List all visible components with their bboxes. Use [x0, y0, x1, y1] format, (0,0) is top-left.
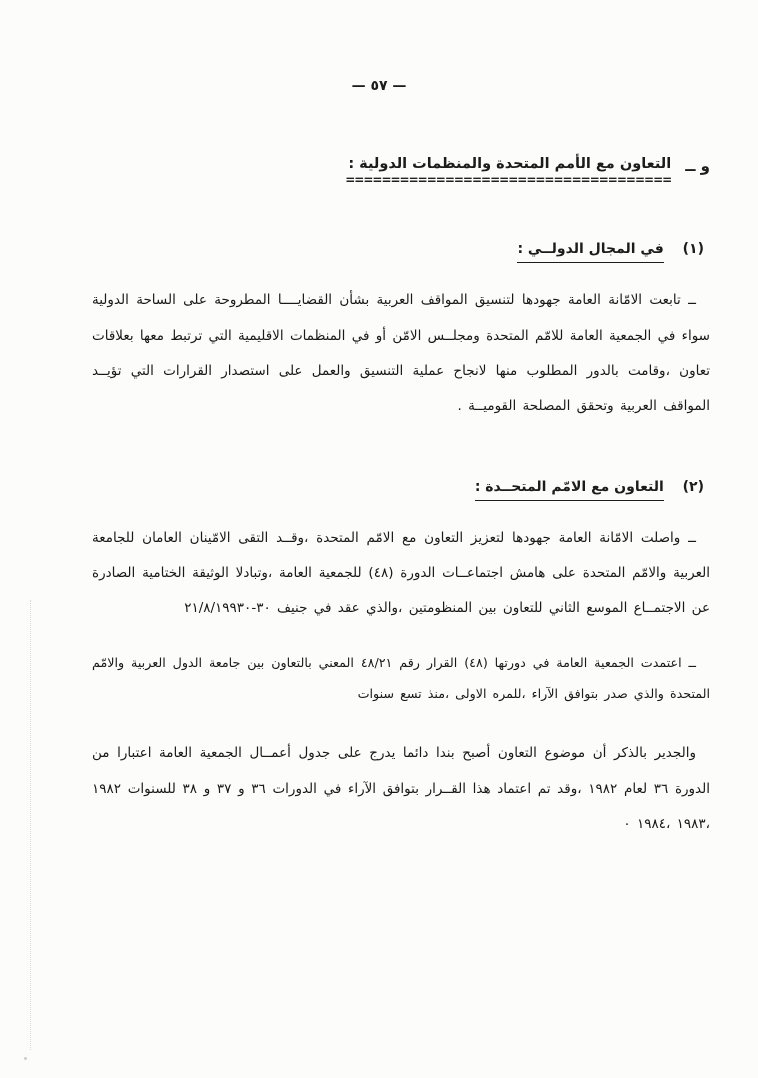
scan-artifact-dot	[24, 1057, 27, 1060]
paragraph: ــ تابعت الامّانة العامة جهودها لتنسيق المواقف العربية بشأن القضايــــا المطروحة على الساحة الدولية سواء في الجمعية العامة للامّم المتحدة ومجلــس الامّن أو في المنظمات الاقليمية التي ترتبط معها بعلاقات تعاون ،وقامت بالدور المطلوب منها لانجاح عملية التنسيق والعمل على استصدار القرارات التي تؤيــد المواقف العربية وتحقق المصلحة القوميــة .	[92, 292, 710, 415]
main-heading-block	[345, 156, 671, 187]
document-content	[0, 156, 758, 842]
section-international	[92, 241, 710, 424]
paragraph: والجدير بالذكر أن موضوع التعاون أصبح بندا دائما يدرج على جدول أعمــال الجمعية العامة اعتبارا من الدورة ٣٦ لعام ١٩٨٢ ،وقد تم اعتماد هذا القــرار بتوافق الآراء في الدورات ٣٦ و ٣٧ و ٣٨ للسنوات ١٩٨٢ ،١٩٨٣ ،١٩٨٤ ٠	[92, 745, 711, 832]
section-number: (١)	[682, 241, 704, 258]
section-title: التعاون مع الامّم المتحــدة :	[475, 479, 664, 501]
section-number: (٢)	[682, 478, 704, 495]
page-number: — ٥٧ —	[351, 78, 407, 94]
main-heading-text: التعاون مع الأمم المتحدة والمنظمات الدولية :	[348, 156, 672, 172]
scan-artifact-left-edge	[30, 600, 31, 1050]
main-heading	[92, 156, 710, 187]
section-title-row	[92, 479, 710, 495]
paragraph: ــ واصلت الامّانة العامة جهودها لتعزيز التعاون مع الامّم المتحدة ،وقــد التقى الامّينان العامان للجامعة العربية والامّم المتحدة على هامش اجتماعــات الدورة (٤٨) للجمعية العامة ،وتبادلا الوثيقة الختامية الصادرة عن الاجتمــاع الموسع الثاني للتعاون بين المنظومتين ،والذي عقد في جنيف ٣٠-٢١/٨/١٩٩٣٠	[92, 529, 710, 617]
section-title: في المجال الدولــي :	[517, 241, 663, 263]
heading-marker: و ــ	[685, 157, 710, 175]
paragraph: ــ اعتمدت الجمعية العامة في دورتها (٤٨) القرار رقم ٤٨/٢١ المعني بالتعاون بين جامعة الدول العربية والامّم المتحدة والذي صدر بتوافق الآراء ،للمره الاولى ،منذ تسع سنوات	[92, 654, 710, 702]
main-heading-underline: ====================================	[345, 174, 672, 187]
section-title-row	[92, 241, 710, 257]
section-un-cooperation	[92, 479, 710, 843]
